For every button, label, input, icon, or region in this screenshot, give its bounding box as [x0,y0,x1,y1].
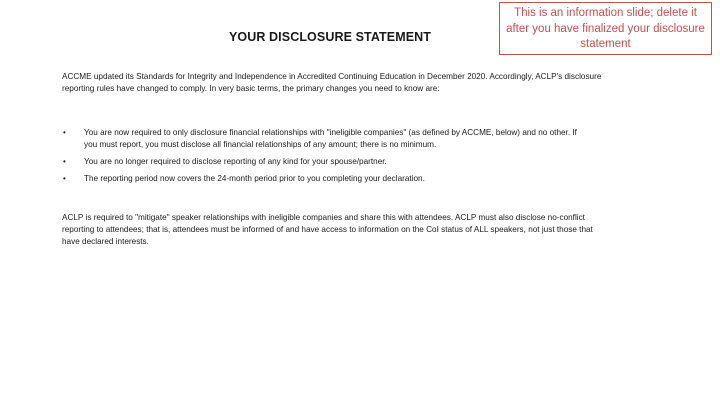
outro-paragraph: ACLP is required to "mitigate" speaker relationships with ineligible companies and share this with attendees. ACLP must also disclose no-conflict reporting to attendees; that is, attendees must be informed of and have access to information on the CoI status of ALL speakers, not just those that have declared interests. [62,213,593,247]
information-note-text: This is an information slide; delete it after you have finalized your disclosure statement [506,7,705,50]
bullet-icon: • [63,157,66,166]
information-note-box[interactable] [499,2,712,55]
changes-bullet-list [62,127,582,190]
list-item-text: The reporting period now covers the 24-month period prior to you completing your declaration. [84,173,425,183]
list-item [62,156,582,168]
list-item-text: You are no longer required to disclose reporting of any kind for your spouse/partner. [84,157,387,166]
slide-title: YOUR DISCLOSURE STATEMENT [228,30,432,44]
list-item [62,173,582,185]
bullet-icon: • [63,173,66,183]
bullet-icon: • [63,128,66,137]
intro-paragraph: ACCME updated its Standards for Integrity and Independence in Accredited Continuing Education in December 2020. Accordingly, ACLP's disclosure reporting rules have changed to comply. In very basic terms, the primary changes you need to know are: [62,72,602,94]
list-item [62,127,582,151]
list-item-text: You are now required to only disclosure financial relationships with "ineligible companies" (as defined by ACCME, below) and no other. If you must report, you must disclose all financial relationships of any amount; there is no minimum. [84,128,577,150]
